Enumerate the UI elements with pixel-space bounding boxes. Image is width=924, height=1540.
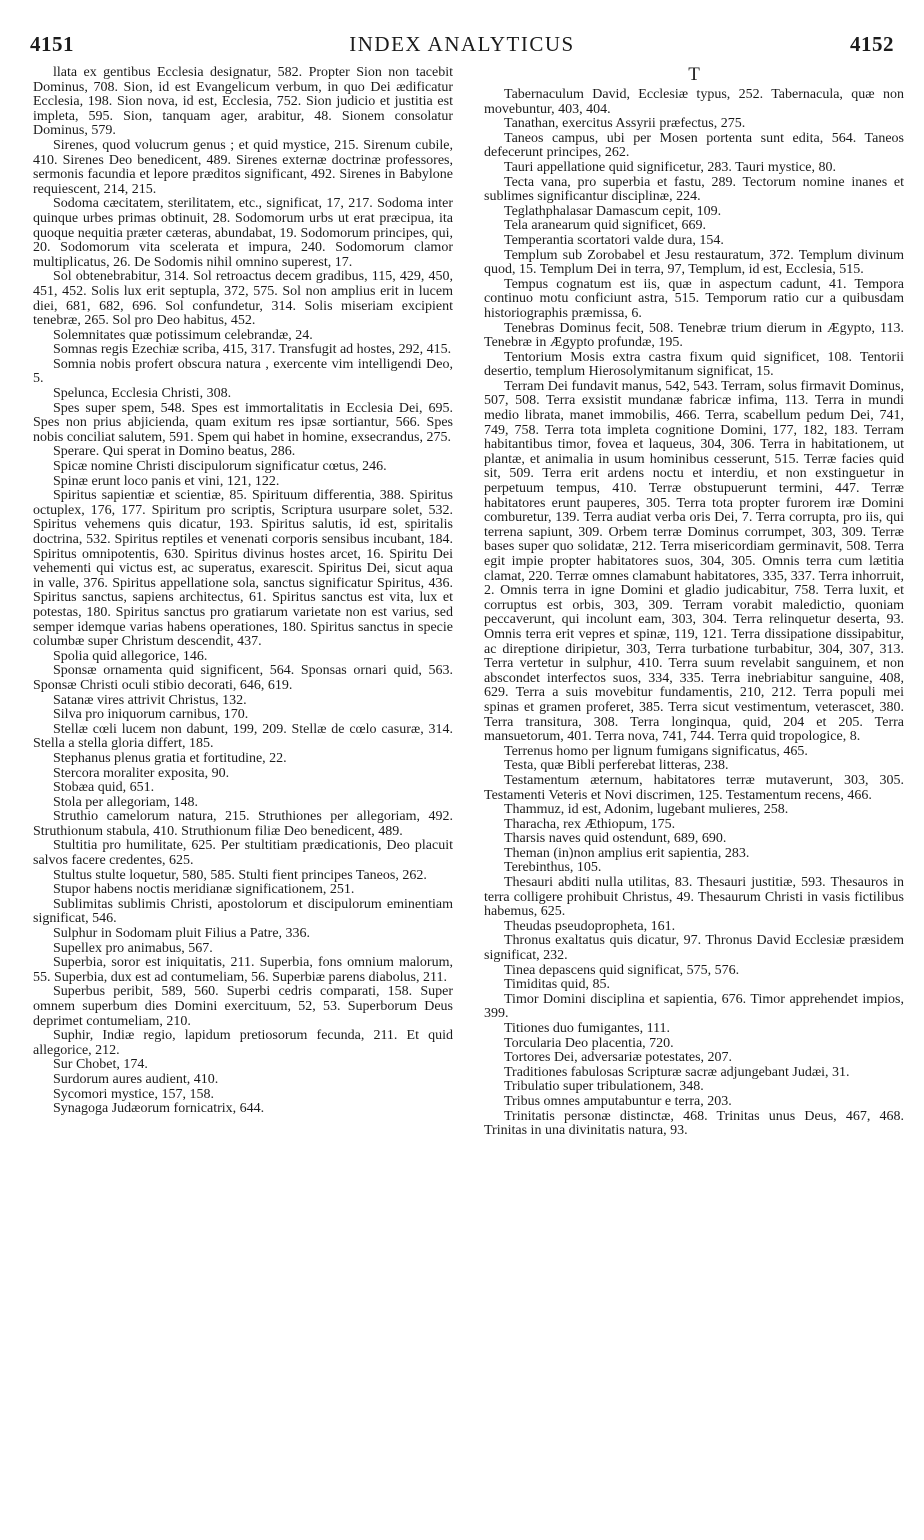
index-entry: Spolia quid allegorice, 146. (53, 648, 208, 664)
index-entry: Superbia, soror est iniquitatis, 211. Superbia, fons omnium malorum, 55. Superbia, dux est ad contumeliam, 56. Superbiæ parens diabolus, 211. (33, 955, 453, 985)
index-entry: Tentorium Mosis extra castra fixum quid significet, 108. Tentorii desertio, templum Hierosolymitanum significat, 15. (484, 349, 904, 380)
index-entry: Sperare. Qui sperat in Domino beatus, 286. (53, 444, 296, 460)
index-entry: Synagoga Judæorum fornicatrix, 644. (53, 1101, 265, 1117)
index-entry: Taneos campus, ubi per Mosen portenta sunt edita, 564. Taneos defecerunt principes, 262. (484, 130, 904, 161)
index-entry: Tharsis naves quid ostendunt, 689, 690. (504, 831, 727, 847)
index-entry: Theudas pseudopropheta, 161. (504, 918, 676, 934)
index-entry: Tecta vana, pro superbia et fastu, 289. Tectorum nomine inanes et sublimes significantur disciplinæ, 224. (484, 174, 904, 205)
index-entry: Tauri appellatione quid significetur, 283. Tauri mystice, 80. (504, 159, 836, 175)
index-entry: Spiritus sapientiæ et scientiæ, 85. Spirituum differentia, 388. Spiritus octuplex, 176, 177. Spiritum pro scriptis, Scriptura usurpare solet, 532. Spiritus vehemens quis dicatur, 193. Spiritus salutis, id est, spiritalis doctrina, 532. Spiritus reptiles et venenati corporis sensibus incubant, 184. Spiritus omnipotentis, 630. Spiritus divinus hostes arcet, 16. Spiritu Dei vehementi qui victus est, ac superatus, exarescit. Spiritus Dei, sicut aqua in valle, 376. Spiritus appellatione sola, sanctus significatur Spiritus, 436. Spiritus sanctus, sapiens architectus, 61. Spiritus sanctus est vita, lux et potestas, 180. Spiritus sanctus pro gratiarum varietate non est varius, sed semper idemque varias habens operationes, 180. Spiritus sanctus in specie columbæ super Christum descendit, 437. (33, 488, 453, 650)
right-page-number: 4152 (850, 32, 894, 56)
index-entry: Titiones duo fumigantes, 111. (504, 1021, 671, 1036)
index-entry: Stupor habens noctis meridianæ significationem, 251. (53, 882, 355, 898)
index-entry: Suphir, Indiæ regio, lapidum pretiosorum fecunda, 211. Et quid allegorice, 212. (33, 1028, 453, 1058)
index-entry: Tharacha, rex Æthiopum, 175. (504, 816, 676, 832)
index-entry: llata ex gentibus Ecclesia designatur, 582. Propter Sion non tacebit Dominus, 708. Sion, id est Evangelicum verbum, in quo Dei ædificatur Ecclesia, 198. Sion nova, id est, Ecclesia, 752. Sion judicio et justitia est impleta, 595. Sion, tanquam ager, arabitur, 48. Sionem consolatur Dominus, 579. (33, 65, 453, 139)
right-column (484, 66, 904, 1139)
index-entry: Tabernaculum David, Ecclesiæ typus, 252. Tabernacula, quæ non movebuntur, 403, 404. (484, 87, 904, 117)
index-entry: Stola per allegoriam, 148. (53, 794, 199, 810)
index-entry: Stephanus plenus gratia et fortitudine, 22. (53, 750, 287, 766)
index-entry: Tortores Dei, adversariæ potestates, 207. (504, 1050, 733, 1066)
index-entry: Terrenus homo per lignum fumigans significatus, 465. (504, 743, 808, 759)
index-entry: Timor Domini disciplina et sapientia, 676. Timor apprehendet impios, 399. (484, 991, 904, 1022)
index-entry: Sodoma cæcitatem, sterilitatem, etc., significat, 17, 217. Sodoma inter quinque urbes primas obtinuit, 28. Sodomorum urbs ut erat præcipua, ita quoque nequitia præter cæteras, abundabat, 19. Sodomorum principes, qui, 20. Sodomorum vita scelerata et impura, 240. Sodomorum clamor multiplicatus, 26. De Sodomis nihil omnino superest, 17. (33, 196, 453, 270)
index-entry: Superbus peribit, 589, 560. Superbi cedris comparati, 158. Super omnem superbum dies Domini exercituum, 52, 53. Superborum Deus deprimet contumeliam, 210. (33, 984, 453, 1029)
index-entry: Templum sub Zorobabel et Jesu restauratum, 372. Templum divinum quod, 15. Templum Dei in terra, 97, Templum, id est, Ecclesia, 515. (484, 247, 904, 278)
index-entry: Tela aranearum quid significet, 669. (504, 218, 706, 234)
index-entry: Thammuz, id est, Adonim, lugebant mulieres, 258. (504, 802, 789, 818)
index-entry: Sol obtenebrabitur, 314. Sol retroactus decem gradibus, 115, 429, 450, 451, 452. Solis lux erit septupla, 372, 575. Sol non amplius erit in lucem diei, 681, 682, 696. Sol confundetur, 314. Solis miseriam excipient tenebræ, 265. Sol pro Deo habitus, 452. (33, 269, 453, 329)
index-entry: Teglathphalasar Damascum cepit, 109. (504, 203, 722, 219)
index-entry: Tribulatio super tribulationem, 348. (504, 1079, 704, 1095)
index-entry: Stellæ cœli lucem non dabunt, 199, 209. Stellæ de cœlo casuræ, 314. Stella a stella gloria differt, 185. (33, 721, 453, 752)
index-entry: Sublimitas sublimis Christi, apostolorum et discipulorum eminentiam significat, 546. (33, 896, 453, 927)
index-entry: Struthio camelorum natura, 215. Struthiones per allegoriam, 492. Struthionum stabula, 410. Struthionum filiæ Deo benedicent, 489. (33, 809, 453, 839)
left-column (33, 66, 453, 1117)
index-entry: Spes super spem, 548. Spes est immortalitatis in Ecclesia Dei, 695. Spes non prius abjicienda, quam exitum res ipsæ sortiantur, 566. Spes nobis conciliat salutem, 591. Spem qui habet in homine, exsecrandus, 275. (33, 400, 453, 445)
index-entry: Somnia nobis profert obscura natura , exercente vim intelligendi Deo, 5. (33, 356, 453, 387)
index-entry: Torcularia Deo placentia, 720. (504, 1035, 674, 1051)
index-entry: Somnas regis Ezechiæ scriba, 415, 317. Transfugit ad hostes, 292, 415. (53, 342, 452, 358)
index-entry: Stultitia pro humilitate, 625. Per stultitiam prædicationis, Deo placuit salvos facere credentes, 625. (33, 838, 453, 869)
index-entry: Spinæ erunt loco panis et vini, 121, 122. (53, 473, 280, 489)
index-entry: Testamentum æternum, habitatores terræ mutaverunt, 303, 305. Testamenti Veteris et Novi discrimen, 125. Testamentum recens, 466. (484, 772, 904, 803)
index-entry: Sulphur in Sodomam pluit Filius a Patre, 336. (53, 926, 311, 942)
index-entry: Temperantia scortatori valde dura, 154. (504, 232, 724, 248)
index-entry: Terebinthus, 105. (504, 860, 602, 876)
index-entry: Testa, quæ Bibli perferebat litteras, 238. (504, 758, 729, 774)
index-entry: Satanæ vires attrivit Christus, 132. (53, 692, 247, 708)
index-entry: Stobæa quid, 651. (53, 780, 155, 796)
index-entry: Spicæ nomine Christi discipulorum significatur cœtus, 246. (53, 459, 387, 475)
left-page-number: 4151 (30, 32, 74, 56)
index-entry: Stercora moraliter exposita, 90. (53, 765, 230, 781)
index-entry: Surdorum aures audient, 410. (53, 1071, 219, 1087)
index-entry: Timiditas quid, 85. (504, 977, 611, 993)
index-entry: Theman (in)non amplius erit sapientia, 283. (504, 845, 750, 861)
index-entry: Sur Chobet, 174. (53, 1057, 148, 1073)
index-entry: Sponsæ ornamenta quid significent, 564. Sponsas ornari quid, 563. Sponsæ Christi oculi stibio decorati, 646, 619. (33, 663, 453, 693)
index-entry: Trinitatis personæ distinctæ, 468. Trinitas unus Deus, 467, 468. Trinitas in una divinitatis natura, 93. (484, 1108, 904, 1139)
index-entry: Stultus stulte loquetur, 580, 585. Stulti fient principes Taneos, 262. (53, 867, 427, 883)
index-entry: Tempus cognatum est iis, quæ in aspectum cadunt, 41. Tempora continuo motu conficiunt astra, 515. Temporum ratio cur a quibusdam historiographis præmissa, 6. (484, 276, 904, 321)
index-entry: Sirenes, quod volucrum genus ; et quid mystice, 215. Sirenum cubile, 410. Sirenes Deo benedicent, 489. Sirenes externæ doctrinæ professores, sermonis facundia et lepore præditos significant, 492. Sirenes in Babylone requiescent, 214, 215. (33, 137, 453, 197)
index-entry: Thronus exaltatus quis dicatur, 97. Thronus David Ecclesiæ præsidem significat, 232. (484, 933, 904, 964)
index-entry: Tinea depascens quid significat, 575, 576. (504, 962, 740, 978)
index-entry: Supellex pro animabus, 567. (53, 940, 213, 956)
index-entry: Tribus omnes amputabuntur e terra, 203. (504, 1093, 732, 1109)
index-entry: Silva pro iniquorum carnibus, 170. (53, 707, 249, 723)
running-title: INDEX ANALYTICUS (349, 32, 575, 56)
index-entry: Sycomori mystice, 157, 158. (53, 1086, 214, 1102)
page-header (30, 32, 894, 62)
index-entry: Thesauri abditi nulla utilitas, 83. Thesauri justitiæ, 593. Thesauros in terra colligere prohibuit Christus, 49. Thesaurum Christi in vasis fictilibus habemus, 625. (484, 875, 904, 920)
index-entry: Tenebras Dominus fecit, 508. Tenebræ trium dierum in Ægypto, 113. Tenebræ in Ægypto profundæ, 195. (484, 320, 904, 351)
section-letter: T (688, 64, 700, 85)
index-entry: Terram Dei fundavit manus, 542, 543. Terram, solus firmavit Dominus, 507, 508. Terra exsistit mundanæ fabricæ infima, 113. Terra in mundi medio librata, manet immobilis, 466. Terra, scabellum pedum Dei, 741, 749, 758. Terra tota impleta cognitione Domini, 177, 182, 183. Terram habitantibus timor, fovea et laqueus, 304, 306. Terra in habitationem, ut plantæ, et animalia in usum hominibus cesserunt, 515. Terræ facies quid sit, 509. Terra erit ardens noctu et interdiu, et non exstinguetur in perpetuum tempus, 410. Terræ obstupuerunt termini, 447. Terræ habitatores erunt pauperes, 305. Terra tota propter furorem iræ Domini comburetur, 139. Terra audiat verba oris Dei, 7. Terra corrupta, pro iis, qui terrena sapiunt, 309. Orbem terræ Dominus corrumpet, 303, 309. Terræ bases super quo solidatæ, 212. Terra misericordiam germinavit, 508. Terra egit impie propter habitatores suos, 304, 305. Omnis terra cum lætitia clamat, 220. Terræ omnes clamabunt habitatores, 335, 337. Terra inhorruit, 2. Omnis terra in igne Domini et gladio judicabitur, 758. Terra luxit, et corruptus est orbis, 303, 309. Terram vorabit maledictio, quoniam peccaverunt, qui incolunt eam, 303, 304. Terra relinquetur deserta, 93. Omnis terra erit vepres et spinæ, 119, 121. Terra dissipatione dissipabitur, ac direptione diripietur, 303, Terra turbatione turbabitur, 304, 307, 313. Terra vertetur in sulphur, 410. Terra suum revelabit sanguinem, et non abscondet interfectos suos, 334, 335. Terra inebriabitur sanguine, 408, 629. Terra a suis movebitur fundamentis, 210, 212. Terra populi mei spinas et gramen proferet, 385. Terra sicut vestimentum, veterascet, 380. Terra transitura, 308. Terra longinqua, quid, 204 et 205. Terra mansuetorum, 401. Terra nova, 741, 744. Terra quid tropologice, 8. (484, 378, 904, 745)
index-entry: Solemnitates quæ potissimum celebrandæ, 24. (53, 327, 313, 343)
index-entry: Spelunca, Ecclesia Christi, 308. (53, 386, 232, 402)
index-entry: Traditiones fabulosas Scripturæ sacræ adjungebant Judæi, 31. (504, 1064, 850, 1080)
index-entry: Tanathan, exercitus Assyrii præfectus, 275. (504, 116, 746, 132)
